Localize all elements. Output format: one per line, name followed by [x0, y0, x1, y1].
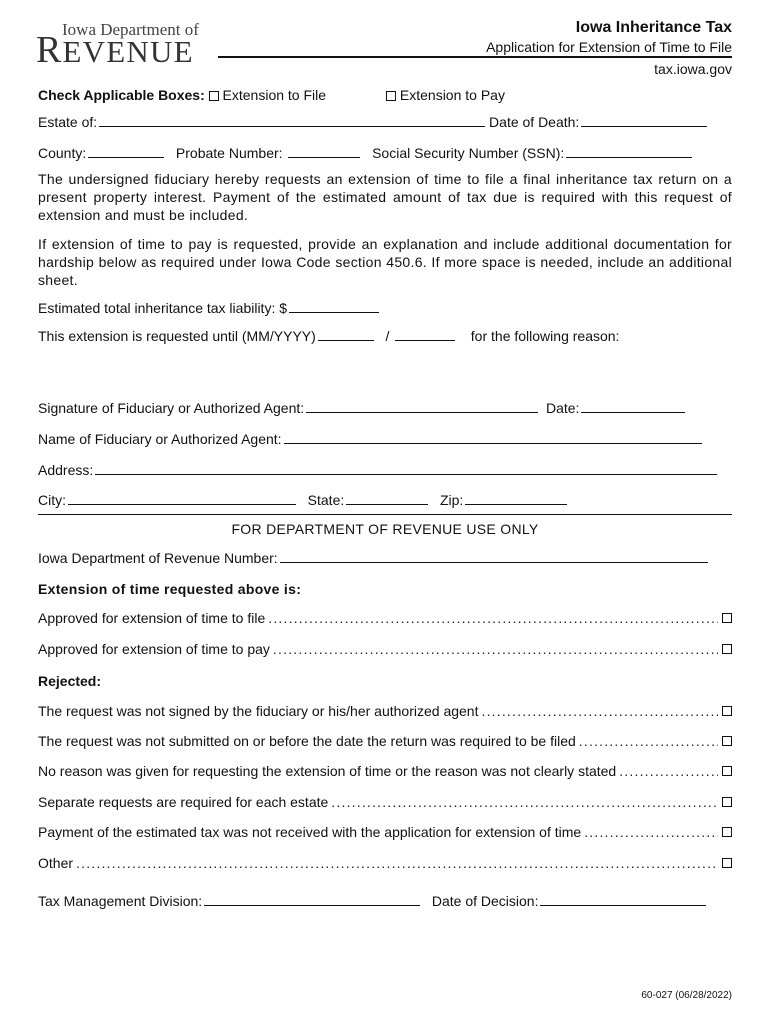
leader-dots	[579, 733, 718, 750]
probate-number-field[interactable]	[288, 144, 360, 158]
page-subtitle: Application for Extension of Time to File	[486, 39, 732, 55]
date-of-decision-label: Date of Decision:	[431, 893, 539, 909]
extension-to-pay-row	[386, 87, 505, 104]
city-row	[38, 491, 567, 509]
name-row	[38, 430, 702, 448]
rejected-payment-row	[38, 824, 732, 841]
probate-number-label: Probate Number:	[175, 145, 283, 161]
department-number-field[interactable]	[280, 549, 708, 563]
leader-dots	[331, 794, 718, 811]
zip-field[interactable]	[465, 491, 567, 505]
signature-label: Signature of Fiduciary or Authorized Agent:	[38, 400, 305, 416]
address-label: Address:	[38, 462, 94, 478]
website-url: tax.iowa.gov	[654, 61, 732, 77]
extension-to-pay-label: Extension to Pay	[399, 87, 505, 103]
extension-to-pay-checkbox[interactable]	[386, 91, 396, 101]
rejected-heading: Rejected:	[38, 673, 102, 689]
address-row	[38, 461, 717, 479]
date-separator: /	[385, 328, 390, 344]
signature-row	[38, 399, 685, 417]
extension-decision-heading: Extension of time requested above is:	[38, 581, 302, 597]
rejected-separate-label: Separate requests are required for each estate	[38, 794, 329, 810]
rejected-payment-label: Payment of the estimated tax was not received with the application for extension of time	[38, 824, 582, 840]
rejected-not-signed-row	[38, 703, 732, 720]
check-boxes-label: Check Applicable Boxes:	[38, 87, 205, 103]
request-paragraph: The undersigned fiduciary hereby requests an extension of time to file a final inheritance tax return on a present property interest. Payment of the estimated amount of tax due is required with this request of extension and must be included.	[38, 171, 732, 223]
date-of-death-field[interactable]	[581, 113, 707, 127]
county-field[interactable]	[88, 144, 164, 158]
leader-dots	[619, 763, 718, 780]
rejected-not-signed-checkbox[interactable]	[722, 706, 732, 716]
logo-initial: R	[36, 29, 63, 71]
rejected-late-row	[38, 733, 732, 750]
rejected-no-reason-label: No reason was given for requesting the extension of time or the reason was not clearly stated	[38, 763, 617, 779]
county-row	[38, 144, 692, 162]
estimated-liability-row	[38, 299, 379, 317]
reason-label: for the following reason:	[470, 328, 620, 344]
rejected-separate-checkbox[interactable]	[722, 797, 732, 807]
hardship-paragraph: If extension of time to pay is requested, provide an explanation and include additional documentation for hardship below as required under Iowa Code section 450.6. If more space is needed, include an additional sheet.	[38, 236, 732, 288]
city-label: City:	[38, 492, 66, 508]
date-of-decision-field[interactable]	[540, 892, 706, 906]
approved-pay-label: Approved for extension of time to pay	[38, 641, 270, 657]
rejected-late-checkbox[interactable]	[722, 736, 732, 746]
rejected-other-row	[38, 855, 732, 872]
form-number: 60-027 (06/28/2022)	[641, 990, 732, 1001]
date-field[interactable]	[581, 399, 685, 413]
rejected-not-signed-label: The request was not signed by the fiduciary or his/her authorized agent	[38, 703, 479, 719]
leader-dots	[273, 641, 718, 658]
tax-division-field[interactable]	[204, 892, 420, 906]
estate-of-label: Estate of:	[38, 114, 98, 130]
check-boxes-row	[38, 87, 326, 104]
leader-dots	[584, 824, 718, 841]
estimated-liability-field[interactable]	[289, 299, 379, 313]
estate-of-field[interactable]	[99, 113, 485, 127]
rejected-late-label: The request was not submitted on or before the date the return was required to be filed	[38, 733, 576, 749]
ssn-label: Social Security Number (SSN):	[372, 145, 565, 161]
state-label: State:	[307, 492, 345, 508]
leader-dots	[268, 610, 718, 627]
tax-division-row	[38, 892, 706, 910]
address-field[interactable]	[95, 461, 717, 475]
estimated-liability-label: Estimated total inheritance tax liability: $	[38, 300, 288, 316]
ssn-field[interactable]	[566, 144, 692, 158]
logo-revenue	[36, 28, 194, 72]
state-field[interactable]	[346, 491, 428, 505]
extension-year-field[interactable]	[395, 327, 455, 341]
rejected-no-reason-row	[38, 763, 732, 780]
extension-to-file-checkbox[interactable]	[209, 91, 219, 101]
extension-to-file-label: Extension to File	[222, 87, 327, 103]
approved-pay-row	[38, 641, 732, 658]
name-label: Name of Fiduciary or Authorized Agent:	[38, 431, 282, 447]
approved-file-label: Approved for extension of time to file	[38, 610, 266, 626]
rejected-other-label: Other	[38, 855, 74, 871]
approved-pay-checkbox[interactable]	[722, 644, 732, 654]
tax-division-label: Tax Management Division:	[38, 893, 203, 909]
header-rule	[218, 56, 732, 58]
date-of-death-label: Date of Death:	[489, 114, 580, 130]
page-title: Iowa Inheritance Tax	[575, 19, 732, 36]
extension-until-label: This extension is requested until (MM/YYYY)	[38, 328, 316, 344]
department-number-row	[38, 549, 708, 567]
rejected-payment-checkbox[interactable]	[722, 827, 732, 837]
name-field[interactable]	[284, 430, 702, 444]
date-label: Date:	[545, 400, 580, 416]
city-field[interactable]	[68, 491, 296, 505]
leader-dots	[481, 703, 718, 720]
county-label: County:	[38, 145, 87, 161]
rejected-no-reason-checkbox[interactable]	[722, 766, 732, 776]
rejected-other-checkbox[interactable]	[722, 858, 732, 868]
approved-file-row	[38, 610, 732, 627]
leader-dots	[76, 855, 718, 872]
extension-until-row	[38, 327, 619, 345]
extension-month-field[interactable]	[318, 327, 374, 341]
section-divider	[38, 514, 732, 515]
rejected-separate-row	[38, 794, 732, 811]
approved-file-checkbox[interactable]	[722, 613, 732, 623]
department-number-label: Iowa Department of Revenue Number:	[38, 550, 278, 566]
zip-label: Zip:	[439, 492, 464, 508]
logo-department-text: Iowa Department of	[62, 20, 199, 39]
logo-rest: EVENUE	[62, 34, 194, 69]
signature-field[interactable]	[306, 399, 538, 413]
department-heading: FOR DEPARTMENT OF REVENUE USE ONLY	[231, 521, 539, 537]
estate-of-row	[38, 113, 707, 131]
